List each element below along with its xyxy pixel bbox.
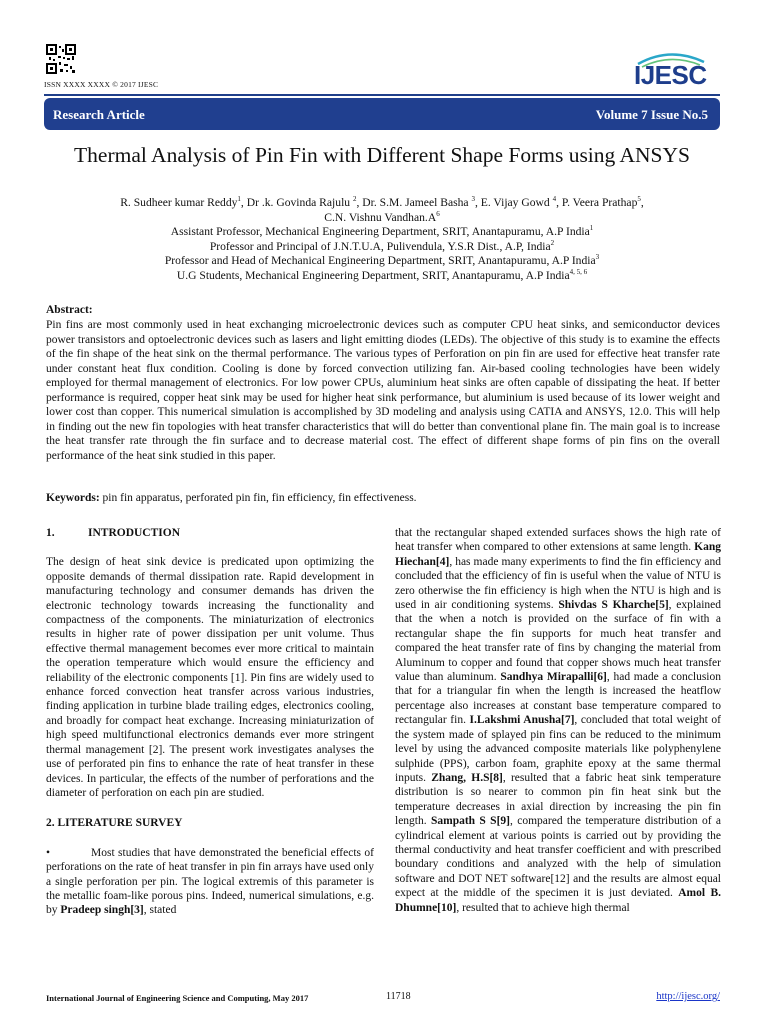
affiliation-text: Professor and Principal of J.N.T.U.A, Pulivendula, Y.S.R Dist., A.P, India <box>209 239 551 253</box>
lit-text: , concluded that total weight of the system made of splayed pin fins can be reduced to the minimum level by using the advanced composite materials like polyphenylene sulphide (PPS), carbon foam, graphite epoxy at the same thermal inputs. <box>395 714 721 784</box>
section-number: 1. <box>46 527 55 539</box>
qr-code-icon <box>46 44 76 74</box>
author-sup: 6 <box>436 209 440 218</box>
lit-text: , resulted that a fabric heat sink temperature distribution is so nearer to common pin fin heat sink but the temperature decreases in axial direction by increasing the pin fin length. <box>395 771 721 828</box>
affiliation-sup: 3 <box>595 253 600 262</box>
left-column <box>46 526 374 918</box>
author-name: , Dr .k. Govinda Rajulu <box>240 196 353 209</box>
affiliation <box>50 254 714 269</box>
abstract-heading: Abstract: <box>46 304 93 316</box>
page-number: 11718 <box>386 991 411 1002</box>
issn-text: ISSN XXXX XXXX © 2017 IJESC <box>44 80 159 89</box>
paper-title: Thermal Analysis of Pin Fin with Different Shape Forms using ANSYS <box>74 143 690 167</box>
author-block <box>50 196 714 283</box>
intro-paragraph: The design of heat sink device is predicated upon optimizing the opposite demands of thermal dissipation rate. Rapid development in manufacturing technology and consumer demands has driven the electronic technology towards increasing the functionality and compactness of the components. The miniaturization of electronics results in higher rate of power dissipation per unit volume. Thus effective thermal management becomes ever more critical to maintain the operation temperature which would ensure the efficiency and reliability of the electronic components [1]. Pin fins are widely used to enhance forced convection heat transfer across various industries, finding application in turbine blade trailing edges, electronics cooling, and broadly for compact heat exchange. Increasing miniaturization of high speed multifunctional electronics demands ever more stringent thermal management [2]. The present work investigates analyses the use of perforated pin fins to enhance the rate of heat transfer in these devices. In particular, the effects of the number of perforations and the diameter of perforation on each pin are studied. <box>46 556 374 799</box>
lit-text: , explained that the when a notch is provided on the surface of fin with a rectangular shape the fin supports for much heat transfer and compared the heat transfer rate of fins by changing the material from Aluminum to copper and found that copper shows much heat transfer value than aluminum. <box>395 599 721 684</box>
author-name: R. Sudheer kumar Reddy <box>120 196 238 209</box>
literature-heading: 2. LITERATURE SURVEY <box>46 817 183 830</box>
header-rule <box>44 94 720 96</box>
lit-text: that the rectangular shaped extended surfaces shows the high rate of heat transfer when compared to other extensions at same length. <box>395 527 721 554</box>
article-type-label: Research Article <box>53 107 145 122</box>
author-name: , P. Veera Prathap <box>556 196 638 209</box>
author-names: R. Sudheer kumar Reddy$^1$, Dr .k. Govinda Rajulu $^2$, Dr. S.M. Jameel Basha $^3$, E. Vijay Gowd $^4$, P. Veera Prathap$^5$, <box>120 195 644 209</box>
section-title: INTRODUCTION <box>88 527 181 539</box>
keywords-label: Keywords: <box>46 492 100 504</box>
affiliation-sup: 4, 5, 6 <box>569 267 588 276</box>
reference-name: Sampath S S[9] <box>430 815 510 828</box>
affiliation-text: U.G Students, Mechanical Engineering Department, SRIT, Anantapuramu, A.P India <box>176 268 570 282</box>
affiliation <box>50 269 714 284</box>
abstract-body: Pin fins are most commonly used in heat exchanging microelectronic devices such as computer CPU heat sinks, and semiconductor devices power transistors and optoelectronic devices such as lasers and light emitting diodes (LEDs). The objective of this study is to examine the effects of the fin shape of the heat sink on the thermal performance. The various types of Perforation on pin fin are used for effective heat transfer rate under constant heat flux condition. Cooling is done by forced convection utilizing fan. Air-based cooling technologies have been widely employed for thermal management of electronics. For low power CPUs, aluminium heat sinks are often capable of dissipating the heat. If better performance is required, copper heat sink may be used for higher heat sink performance, but aluminium is used because of its lower weight and lower cost than copper. This numerical simulation is accomplished by 3D modeling and analysis using CATIA and ANSYS, 12.0. This will help in finding out the new fin topologies with heat transfer characteristics that will do better than conventional plane fin. The main goal is to increase the heat transfer rate through the fin surface and to decrease material cost. The effect of different shape forms of pin fins on the overall performance of the heat sink studied in this paper. <box>46 319 720 462</box>
bullet-icon: • <box>46 846 51 859</box>
volume-label: Volume 7 Issue No.5 <box>595 107 708 122</box>
lit-text: , stated <box>143 904 177 917</box>
lit-text: , compared the temperature distribution of a cylindrical element at various points is carried out by providing the thermal conductivity and heat transfer coefficient and with prescribed boundary conditions and analyzed with the help of simulation software and DOT NET software[12] and the results are almost equal expect at the middle of the specimen it is just deviated. <box>395 815 722 900</box>
reference-name: Amol B. Dhumne[10] <box>395 887 722 914</box>
affiliation-sup: 2 <box>550 238 555 247</box>
keywords <box>46 492 720 504</box>
journal-link[interactable]: http://ijesc.org/ <box>656 991 720 1002</box>
keywords-text: pin fin apparatus, perforated pin fin, fin efficiency, fin effectiveness. <box>99 492 417 504</box>
affiliation-text: Professor and Head of Mechanical Engineering Department, SRIT, Anantapuramu, A.P India <box>164 254 596 267</box>
author-sup: 3 <box>471 195 475 204</box>
author-name: , Dr. S.M. Jameel Basha <box>356 196 472 209</box>
right-column <box>395 526 721 915</box>
author-name: C.N. Vishnu Vandhan.A <box>324 210 437 224</box>
author-name: , E. Vijay Gowd <box>474 196 553 209</box>
lit-text: , has made many experiments to find the fin efficiency and concluded that the efficiency of fin is useful when the value of NTU is zero otherwise the fin efficiency is high when the NTU is high and is used in air conditioning systems. <box>395 555 721 612</box>
reference-name: Kang Hiechan[4] <box>395 541 721 568</box>
page-footer <box>46 993 720 1007</box>
affiliation <box>50 240 714 255</box>
affiliation-sup: 1 <box>589 224 594 233</box>
logo-text: IJESC <box>634 60 707 90</box>
header-banner <box>44 98 720 130</box>
reference-name: Sandhya Mirapalli[6] <box>500 671 607 684</box>
author-sup: 4 <box>552 195 557 204</box>
lit-text: , resulted that to achieve high thermal <box>456 901 630 914</box>
intro-heading <box>46 526 374 540</box>
reference-name: Shivdas S Kharche[5] <box>558 599 669 612</box>
reference-name: I.Lakshmi Anusha[7] <box>469 714 575 727</box>
literature-continued <box>395 526 721 915</box>
journal-logo <box>630 52 708 90</box>
affiliation <box>50 225 714 240</box>
lit-text: Most studies that have demonstrated the beneficial effects of perforations on the rate of heat transfer in pin fin arrays have used only a single perforation per pin. The logical extremis of this parameter is the metallic foam-like porous pins. Indeed, numerical simulations, e.g. by <box>46 846 374 917</box>
author-names-line2 <box>50 211 714 226</box>
literature-paragraph <box>46 846 374 918</box>
footer-journal: International Journal of Engineering Science and Computing, May 2017 <box>46 993 309 1003</box>
lit-text: , had made a conclusion that for a triangular fin when the length is increased the heatflow percentage also increases at constant base temperature compared to rectangular fin. <box>395 671 721 727</box>
reference-name: Pradeep singh[3] <box>60 904 144 917</box>
affiliation-text: Assistant Professor, Mechanical Engineering Department, SRIT, Anantapuramu, A.P India <box>170 225 590 238</box>
author-sup: 5 <box>637 195 641 204</box>
reference-name: Zhang, H.S[8] <box>431 771 503 784</box>
author-sup: 1 <box>237 195 241 204</box>
author-sup: 2 <box>352 195 357 204</box>
